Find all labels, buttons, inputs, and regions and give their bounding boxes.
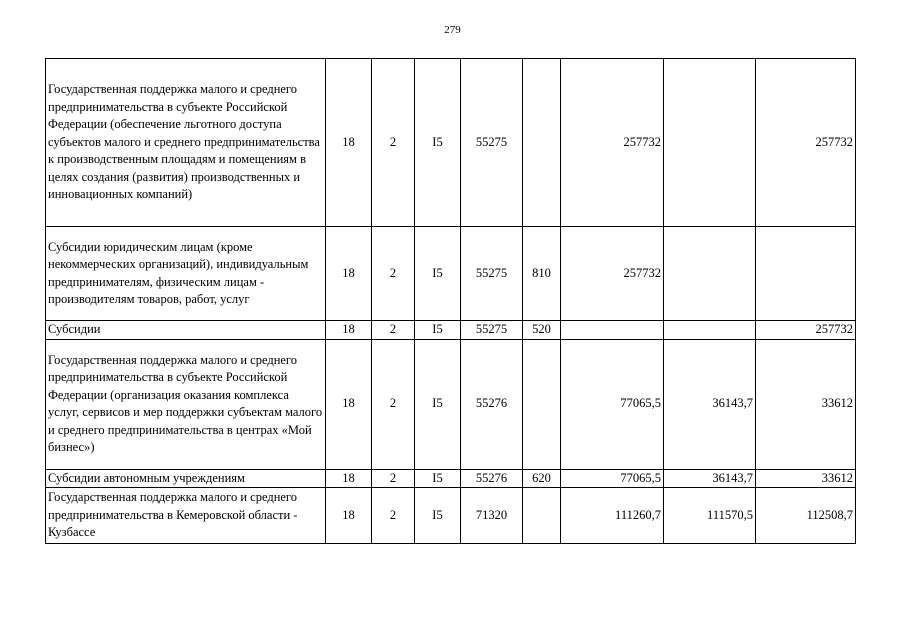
table-row <box>46 321 856 340</box>
row-name: Государственная поддержка малого и среднего предпринимательства в субъекте Российской Федерации (организация оказания комплекса услуг, сервисов и мер поддержки субъектам малого и среднего предпринимательства в центрах «Мой бизнес») <box>46 339 326 469</box>
amount-year-3: 112508,7 <box>756 488 856 544</box>
table-row <box>46 488 856 544</box>
ministry-code: 18 <box>326 339 372 469</box>
project-code: I5 <box>415 321 461 340</box>
project-code: I5 <box>415 59 461 227</box>
ministry-code: 18 <box>326 321 372 340</box>
expense-type-code <box>523 339 561 469</box>
amount-year-3 <box>756 227 856 321</box>
amount-year-1: 77065,5 <box>561 339 664 469</box>
section-code: 2 <box>372 59 415 227</box>
row-name: Субсидии юридическим лицам (кроме некоммерческих организаций), индивидуальным предпринимателям, физическим лицам - производителям товаров, работ, услуг <box>46 227 326 321</box>
amount-year-2 <box>664 59 756 227</box>
amount-year-3: 33612 <box>756 469 856 488</box>
ministry-code: 18 <box>326 59 372 227</box>
expense-type-code: 810 <box>523 227 561 321</box>
section-code: 2 <box>372 488 415 544</box>
amount-year-3: 257732 <box>756 59 856 227</box>
amount-year-1: 77065,5 <box>561 469 664 488</box>
amount-year-1: 111260,7 <box>561 488 664 544</box>
amount-year-3: 33612 <box>756 339 856 469</box>
amount-year-2 <box>664 227 756 321</box>
budget-table <box>45 58 856 544</box>
section-code: 2 <box>372 339 415 469</box>
section-code: 2 <box>372 227 415 321</box>
target-code: 71320 <box>461 488 523 544</box>
row-name: Государственная поддержка малого и среднего предпринимательства в субъекте Российской Федерации (обеспечение льготного доступа субъектов малого и среднего предпринимательства к производственным площадям и помещениям в целях создания (развития) производственных и инновационных компаний) <box>46 59 326 227</box>
amount-year-2: 111570,5 <box>664 488 756 544</box>
project-code: I5 <box>415 227 461 321</box>
amount-year-1: 257732 <box>561 227 664 321</box>
expense-type-code <box>523 59 561 227</box>
table-row <box>46 469 856 488</box>
section-code: 2 <box>372 321 415 340</box>
project-code: I5 <box>415 469 461 488</box>
amount-year-1 <box>561 321 664 340</box>
amount-year-1: 257732 <box>561 59 664 227</box>
ministry-code: 18 <box>326 227 372 321</box>
amount-year-2 <box>664 321 756 340</box>
amount-year-3: 257732 <box>756 321 856 340</box>
row-name: Субсидии <box>46 321 326 340</box>
target-code: 55275 <box>461 321 523 340</box>
amount-year-2: 36143,7 <box>664 469 756 488</box>
amount-year-2: 36143,7 <box>664 339 756 469</box>
table-row <box>46 339 856 469</box>
project-code: I5 <box>415 488 461 544</box>
project-code: I5 <box>415 339 461 469</box>
target-code: 55275 <box>461 227 523 321</box>
row-name: Субсидии автономным учреждениям <box>46 469 326 488</box>
target-code: 55276 <box>461 469 523 488</box>
ministry-code: 18 <box>326 469 372 488</box>
table-row <box>46 227 856 321</box>
ministry-code: 18 <box>326 488 372 544</box>
target-code: 55276 <box>461 339 523 469</box>
expense-type-code: 620 <box>523 469 561 488</box>
page-number: 279 <box>444 24 461 36</box>
target-code: 55275 <box>461 59 523 227</box>
row-name: Государственная поддержка малого и среднего предпринимательства в Кемеровской области - Кузбассе <box>46 488 326 544</box>
section-code: 2 <box>372 469 415 488</box>
table-row <box>46 59 856 227</box>
expense-type-code <box>523 488 561 544</box>
expense-type-code: 520 <box>523 321 561 340</box>
